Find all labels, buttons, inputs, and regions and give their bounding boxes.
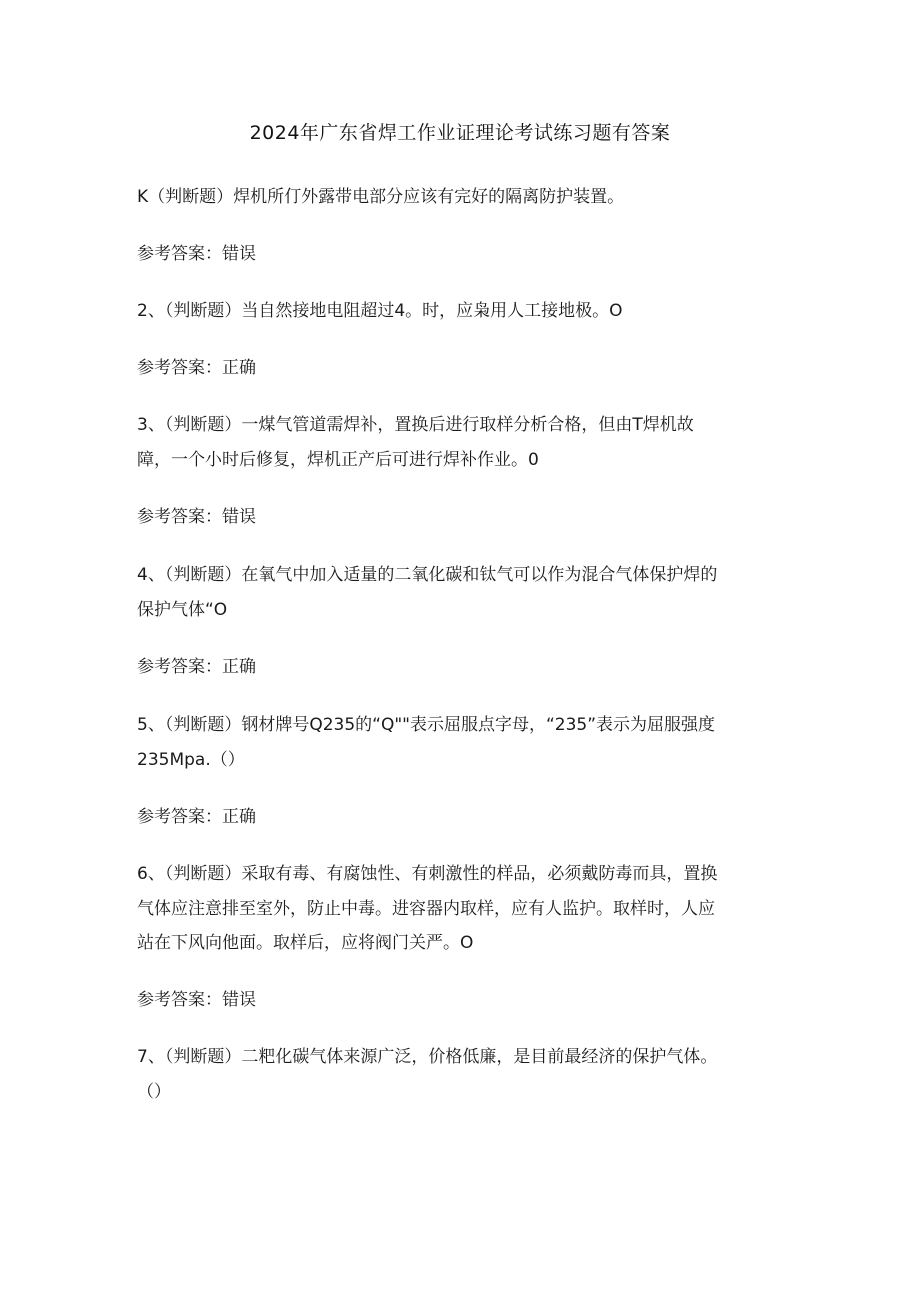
answer-label: 参考答案： bbox=[137, 244, 222, 264]
answer-value: 正确 bbox=[222, 657, 256, 677]
question-4-answer bbox=[137, 656, 787, 678]
answer-value: 错误 bbox=[222, 244, 256, 264]
question-5-line-2: 235Mpa.（） bbox=[137, 750, 245, 770]
question-6-line-2: 气体应注意排至室外，防止中毒。进容器内取样，应有人监护。取样时，人应 bbox=[137, 899, 715, 919]
question-3-answer bbox=[137, 506, 787, 528]
question-2-line-1: 2、（判断题）当自然接地电阻超过4。时，应枭用人工接地极。O bbox=[137, 301, 623, 321]
question-5-answer bbox=[137, 806, 787, 828]
question-6-line-1: 6、（判断题）采取有毒、有腐蚀性、有刺激性的样品，必须戴防毒而具，置换 bbox=[137, 864, 718, 884]
answer-value: 错误 bbox=[222, 990, 256, 1010]
answer-label: 参考答案： bbox=[137, 807, 222, 827]
question-3-line-1: 3、（判断题）一煤气管道需焊补，置换后进行取样分析合格，但由T焊机故 bbox=[137, 415, 694, 435]
answer-label: 参考答案： bbox=[137, 507, 222, 527]
question-4-line-2: 保护气体“O bbox=[137, 600, 228, 620]
answer-label: 参考答案： bbox=[137, 990, 222, 1010]
answer-label: 参考答案： bbox=[137, 657, 222, 677]
answer-value: 错误 bbox=[222, 507, 256, 527]
question-2-answer bbox=[137, 357, 787, 379]
question-6-answer bbox=[137, 989, 787, 1011]
question-1-line-1: K（判断题）焊机所仃外露带电部分应该有完好的隔离防护装置。 bbox=[137, 187, 625, 207]
answer-value: 正确 bbox=[222, 358, 256, 378]
document-title: 2024年广东省焊工作业证理论考试练习题有答案 bbox=[249, 122, 671, 144]
question-7-line-2: （） bbox=[137, 1082, 171, 1102]
answer-value: 正确 bbox=[222, 807, 256, 827]
question-5-line-1: 5、（判断题）钢材牌号Q235的“Q""表示屈服点字母，“235”表示为屈服强度 bbox=[137, 715, 716, 735]
answer-label: 参考答案： bbox=[137, 358, 222, 378]
question-1-answer bbox=[137, 243, 787, 265]
question-7-line-1: 7、（判断题）二粑化碳气体来源广泛，价格低廉，是目前最经济的保护气体。 bbox=[137, 1047, 718, 1067]
question-3-line-2: 障，一个小时后修复，焊机正产后可进行焊补作业。0 bbox=[137, 450, 539, 470]
question-6-line-3: 站在下风向他面。取样后，应将阀门关严。O bbox=[137, 933, 474, 953]
question-4-line-1: 4、（判断题）在氧气中加入适量的二氧化碳和钛气可以作为混合气体保护焊的 bbox=[137, 565, 718, 585]
